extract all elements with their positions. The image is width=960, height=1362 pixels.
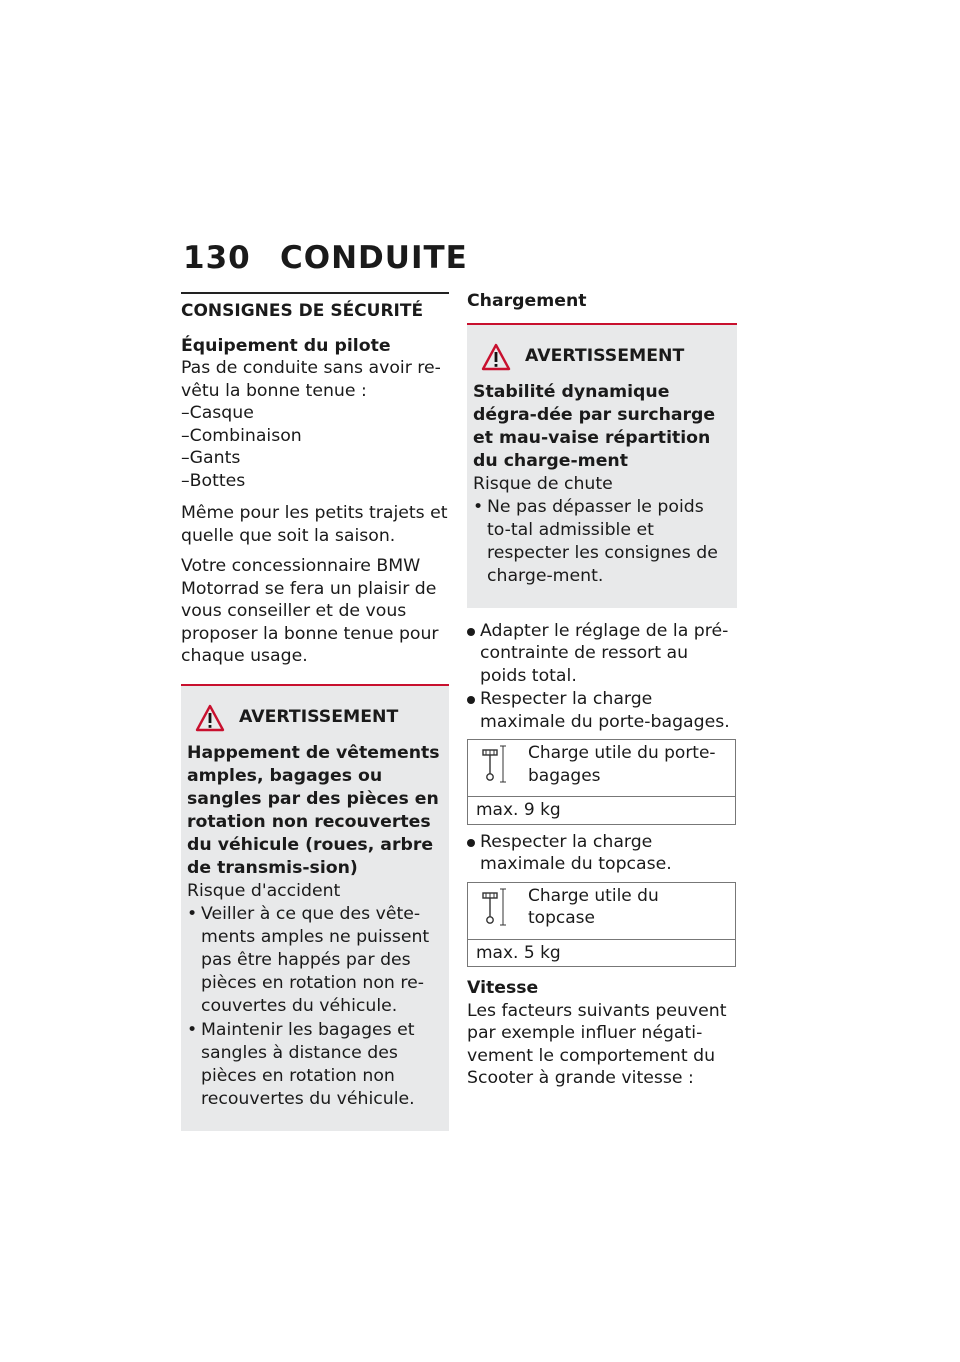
warning-title: Stabilité dynamique dégra-dée par surcharge et mau-vaise répartition du charge-ment bbox=[473, 381, 716, 471]
speed-text: Les facteurs suivants peuvent par exemple influer négati-vement le comportement du Scooter à grande vitesse : bbox=[467, 1000, 727, 1088]
spec-table bbox=[467, 739, 736, 825]
section-title: CONSIGNES DE SÉCURITÉ bbox=[181, 292, 449, 323]
warning-label: AVERTISSEMENT bbox=[239, 707, 399, 727]
list-item: – Bottes bbox=[181, 470, 449, 493]
weight-measure-icon bbox=[482, 744, 508, 784]
warning-box bbox=[181, 684, 449, 1131]
warning-risk: Risque de chute bbox=[473, 473, 613, 494]
warning-header bbox=[195, 704, 443, 732]
list-item: – Gants bbox=[181, 447, 449, 470]
warning-box bbox=[467, 323, 737, 608]
speed-title: Vitesse bbox=[467, 978, 539, 998]
list-item: • Veiller à ce que des vête-ments amples ne puissent pas être happés par des pièces en rotation non re-couvertes du véhicule. bbox=[187, 903, 443, 1018]
page-number: 130 bbox=[183, 240, 251, 276]
warning-label: AVERTISSEMENT bbox=[525, 346, 685, 366]
chapter-title: CONDUITE bbox=[280, 240, 468, 276]
spec-label: Charge utile du porte-bagages bbox=[524, 740, 736, 797]
left-column bbox=[181, 292, 449, 1143]
list-item: Respecter la charge maximale du porte-bagages. bbox=[467, 688, 737, 733]
right-column bbox=[467, 292, 737, 1098]
warning-list bbox=[187, 903, 443, 1111]
spec-value: max. 5 kg bbox=[468, 939, 736, 967]
list-item: • Maintenir les bagages et sangles à distance des pièces en rotation non recouvertes du véhicule. bbox=[187, 1019, 443, 1111]
spec-value: max. 9 kg bbox=[468, 797, 736, 825]
paragraph: Même pour les petits trajets et quelle que soit la saison. bbox=[181, 503, 448, 546]
paragraph: Votre concessionnaire BMW Motorrad se fera un plaisir de vous conseiller et de vous proposer la bonne tenue pour chaque usage. bbox=[181, 556, 439, 666]
spec-icon-cell bbox=[468, 740, 525, 797]
spec-icon-cell bbox=[468, 882, 525, 939]
list-item: – Combinaison bbox=[181, 425, 449, 448]
weight-measure-icon bbox=[482, 887, 508, 927]
list-item: • Ne pas dépasser le poids to-tal admissible et respecter les consignes de charge-ment. bbox=[473, 496, 731, 588]
equipment-title: Équipement du pilote bbox=[181, 335, 391, 356]
warning-risk: Risque d'accident bbox=[187, 880, 341, 901]
list-item: Adapter le réglage de la pré-contrainte de ressort au poids total. bbox=[467, 620, 737, 688]
step-list bbox=[467, 620, 737, 734]
section-title: Chargement bbox=[467, 291, 587, 311]
warning-list bbox=[473, 496, 731, 588]
step-list bbox=[467, 831, 737, 876]
warning-title: Happement de vêtements amples, bagages ou sangles par des pièces en rotation non recouvertes du véhicule (roues, arbre de transmis-sion) bbox=[187, 742, 440, 878]
list-item: – Casque bbox=[181, 402, 449, 425]
list-item: Respecter la charge maximale du topcase. bbox=[467, 831, 737, 876]
equipment-list bbox=[181, 402, 449, 492]
spec-table bbox=[467, 882, 736, 968]
warning-header bbox=[481, 343, 731, 371]
spec-label: Charge utile du topcase bbox=[524, 882, 736, 939]
warning-triangle-icon bbox=[195, 704, 225, 732]
warning-triangle-icon bbox=[481, 343, 511, 371]
equipment-text: Pas de conduite sans avoir re-vêtu la bonne tenue : bbox=[181, 358, 441, 401]
page-header bbox=[183, 240, 468, 276]
